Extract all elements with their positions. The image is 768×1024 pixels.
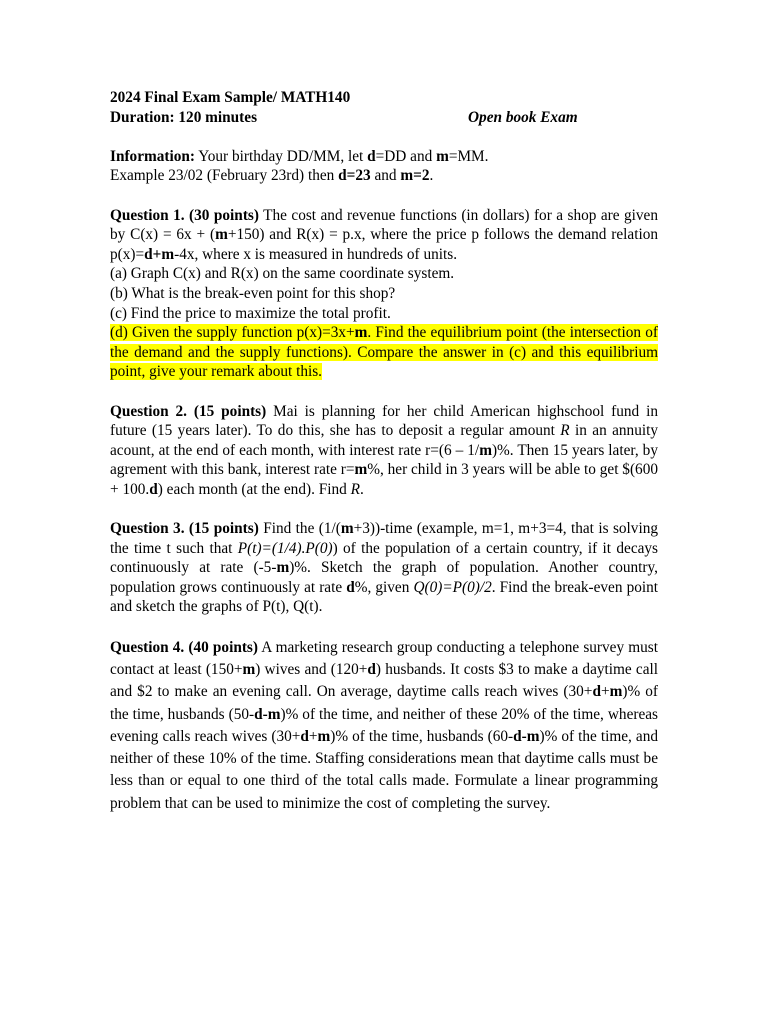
example-m: m=2: [400, 167, 430, 185]
q3-text: %, given: [354, 578, 414, 596]
q4-dm: d-m: [254, 705, 281, 723]
q4-text: )% of the time, and neither of these 10% of the time. Staffing considerations mean that daytime calls must be less than or equal to one third of the total calls made. Formulate a linear programming problem that can be used to minimize the cost of completing the survey.: [110, 727, 658, 812]
q4-dm: d-m: [513, 727, 540, 745]
q1-text: +150) and R(x) = p.x, where the price p follows the demand relation p(x)=: [110, 226, 658, 263]
exam-title: 2024 Final Exam Sample/ MATH140: [110, 89, 351, 106]
q3-formula: P(t)=(1/4).P(0): [237, 539, 333, 557]
q2-m: m: [354, 461, 368, 479]
example-d: d=23: [338, 167, 371, 185]
q4-d: d: [592, 683, 601, 701]
example-line: [110, 166, 658, 186]
q3-d: d: [346, 578, 355, 596]
q1d-m: m: [354, 324, 368, 342]
q4-text: +: [600, 683, 610, 701]
q2-text: )%. Then 15 years later, by agrement with this bank, interest rate r=: [110, 441, 658, 479]
question-3-label: Question 3. (15 points): [110, 520, 259, 538]
q1d-text: (d) Given the supply function p(x)=3x+: [110, 324, 355, 342]
question-2: [110, 402, 658, 500]
question-1-stem: [110, 206, 658, 265]
q3-text: . Find the break-even point and sketch the graphs of P(t), Q(t).: [110, 578, 659, 616]
q1-m: m: [215, 226, 228, 244]
example-text: and: [370, 167, 401, 185]
q3-text: ) of the population of a certain country, if it decays continuously at rate (-5-: [110, 539, 658, 577]
q4-d: d: [300, 727, 309, 745]
q3-m: m: [276, 559, 290, 577]
question-1-part-c: (c) Find the price to maximize the total profit.: [110, 304, 391, 322]
q2-text: .: [359, 480, 364, 498]
example-text: Example 23/02 (February 23rd) then: [110, 167, 339, 185]
question-3: [110, 519, 658, 617]
q4-text: ) husbands. It costs $3 to make a daytime call and $2 to make an evening call. On average, daytime calls reach wives (30+: [110, 660, 658, 701]
question-1-label: Question 1. (30 points): [110, 206, 259, 224]
info-d: d: [367, 147, 376, 165]
info-text: Your birthday DD/MM, let: [194, 147, 368, 165]
q2-R: R: [350, 480, 360, 498]
q3-formula: Q(0)=P(0)/2: [413, 578, 492, 596]
question-1: [110, 206, 658, 382]
q4-text: A marketing research group conducting a telephone survey must contact at least (150+: [110, 638, 658, 678]
q2-text: Mai is planning for her child American highschool fund in future (15 years later). To do this, she has to deposit a regular amount: [110, 402, 658, 440]
q1-text: -4x, where x is measured in hundreds of units.: [174, 245, 458, 263]
question-1-part-b: (b) What is the break-even point for this shop?: [110, 284, 396, 302]
info-text: =MM.: [448, 147, 489, 165]
q3-text: )%. Sketch the graph of population. Another country, population grows continuously at rate: [110, 559, 658, 596]
question-4-label: Question 4. (40 points): [110, 638, 258, 656]
q1d-text: . Find the equilibrium point (the intersection of the demand and the supply functions). Compare the answer in (c) and this equilibrium point, give your remark about this.: [110, 324, 658, 381]
info-text: =DD and: [375, 147, 437, 165]
q1-text: The cost and revenue functions (in dollars) for a shop are given by C(x) = 6x + (: [110, 206, 658, 244]
question-2-label: Question 2. (15 points): [110, 402, 267, 420]
q3-text: +3))-time (example, m=1, m+3=4, that is solving the time t such that: [110, 520, 658, 557]
q3-m: m: [340, 520, 354, 538]
duration-line: [110, 108, 658, 128]
q1-dm: d+m: [144, 245, 175, 263]
q4-text: )% of the time, and neither of these 20% of the time, whereas evening calls reach wives (30+: [110, 705, 658, 745]
question-1-part-a: (a) Graph C(x) and R(x) on the same coordinate system.: [110, 265, 455, 283]
document-body: [110, 88, 658, 815]
q2-text: ) each month (at the end). Find: [157, 480, 351, 498]
q4-d: d: [367, 660, 376, 678]
exam-type: Open book Exam: [468, 108, 578, 126]
information-label: Information:: [110, 147, 195, 165]
info-m: m: [436, 147, 449, 165]
q2-text: in an annuity acount, at the end of each month, with interest rate r=(6 – 1/: [110, 422, 658, 459]
q4-m: m: [609, 683, 623, 701]
q4-text: )% of the time, husbands (50-: [110, 683, 659, 723]
q4-text: ) wives and (120+: [255, 660, 368, 678]
duration: Duration: 120 minutes: [110, 108, 258, 126]
q3-text: Find the (1/(: [258, 520, 341, 538]
example-text: .: [429, 167, 434, 185]
q4-m: m: [242, 660, 256, 678]
question-4: [110, 637, 658, 815]
question-1-part-d: [110, 323, 658, 382]
q4-text: )% of the time, husbands (60-: [330, 727, 514, 745]
q4-m: m: [317, 727, 331, 745]
q4-text: +: [308, 727, 318, 745]
q2-text: %, her child in 3 years will be able to get $(600 + 100.: [110, 461, 658, 498]
q2-m: m: [479, 441, 492, 459]
q2-d: d: [149, 480, 158, 498]
information-line: [110, 147, 658, 167]
q2-R: R: [560, 422, 570, 440]
